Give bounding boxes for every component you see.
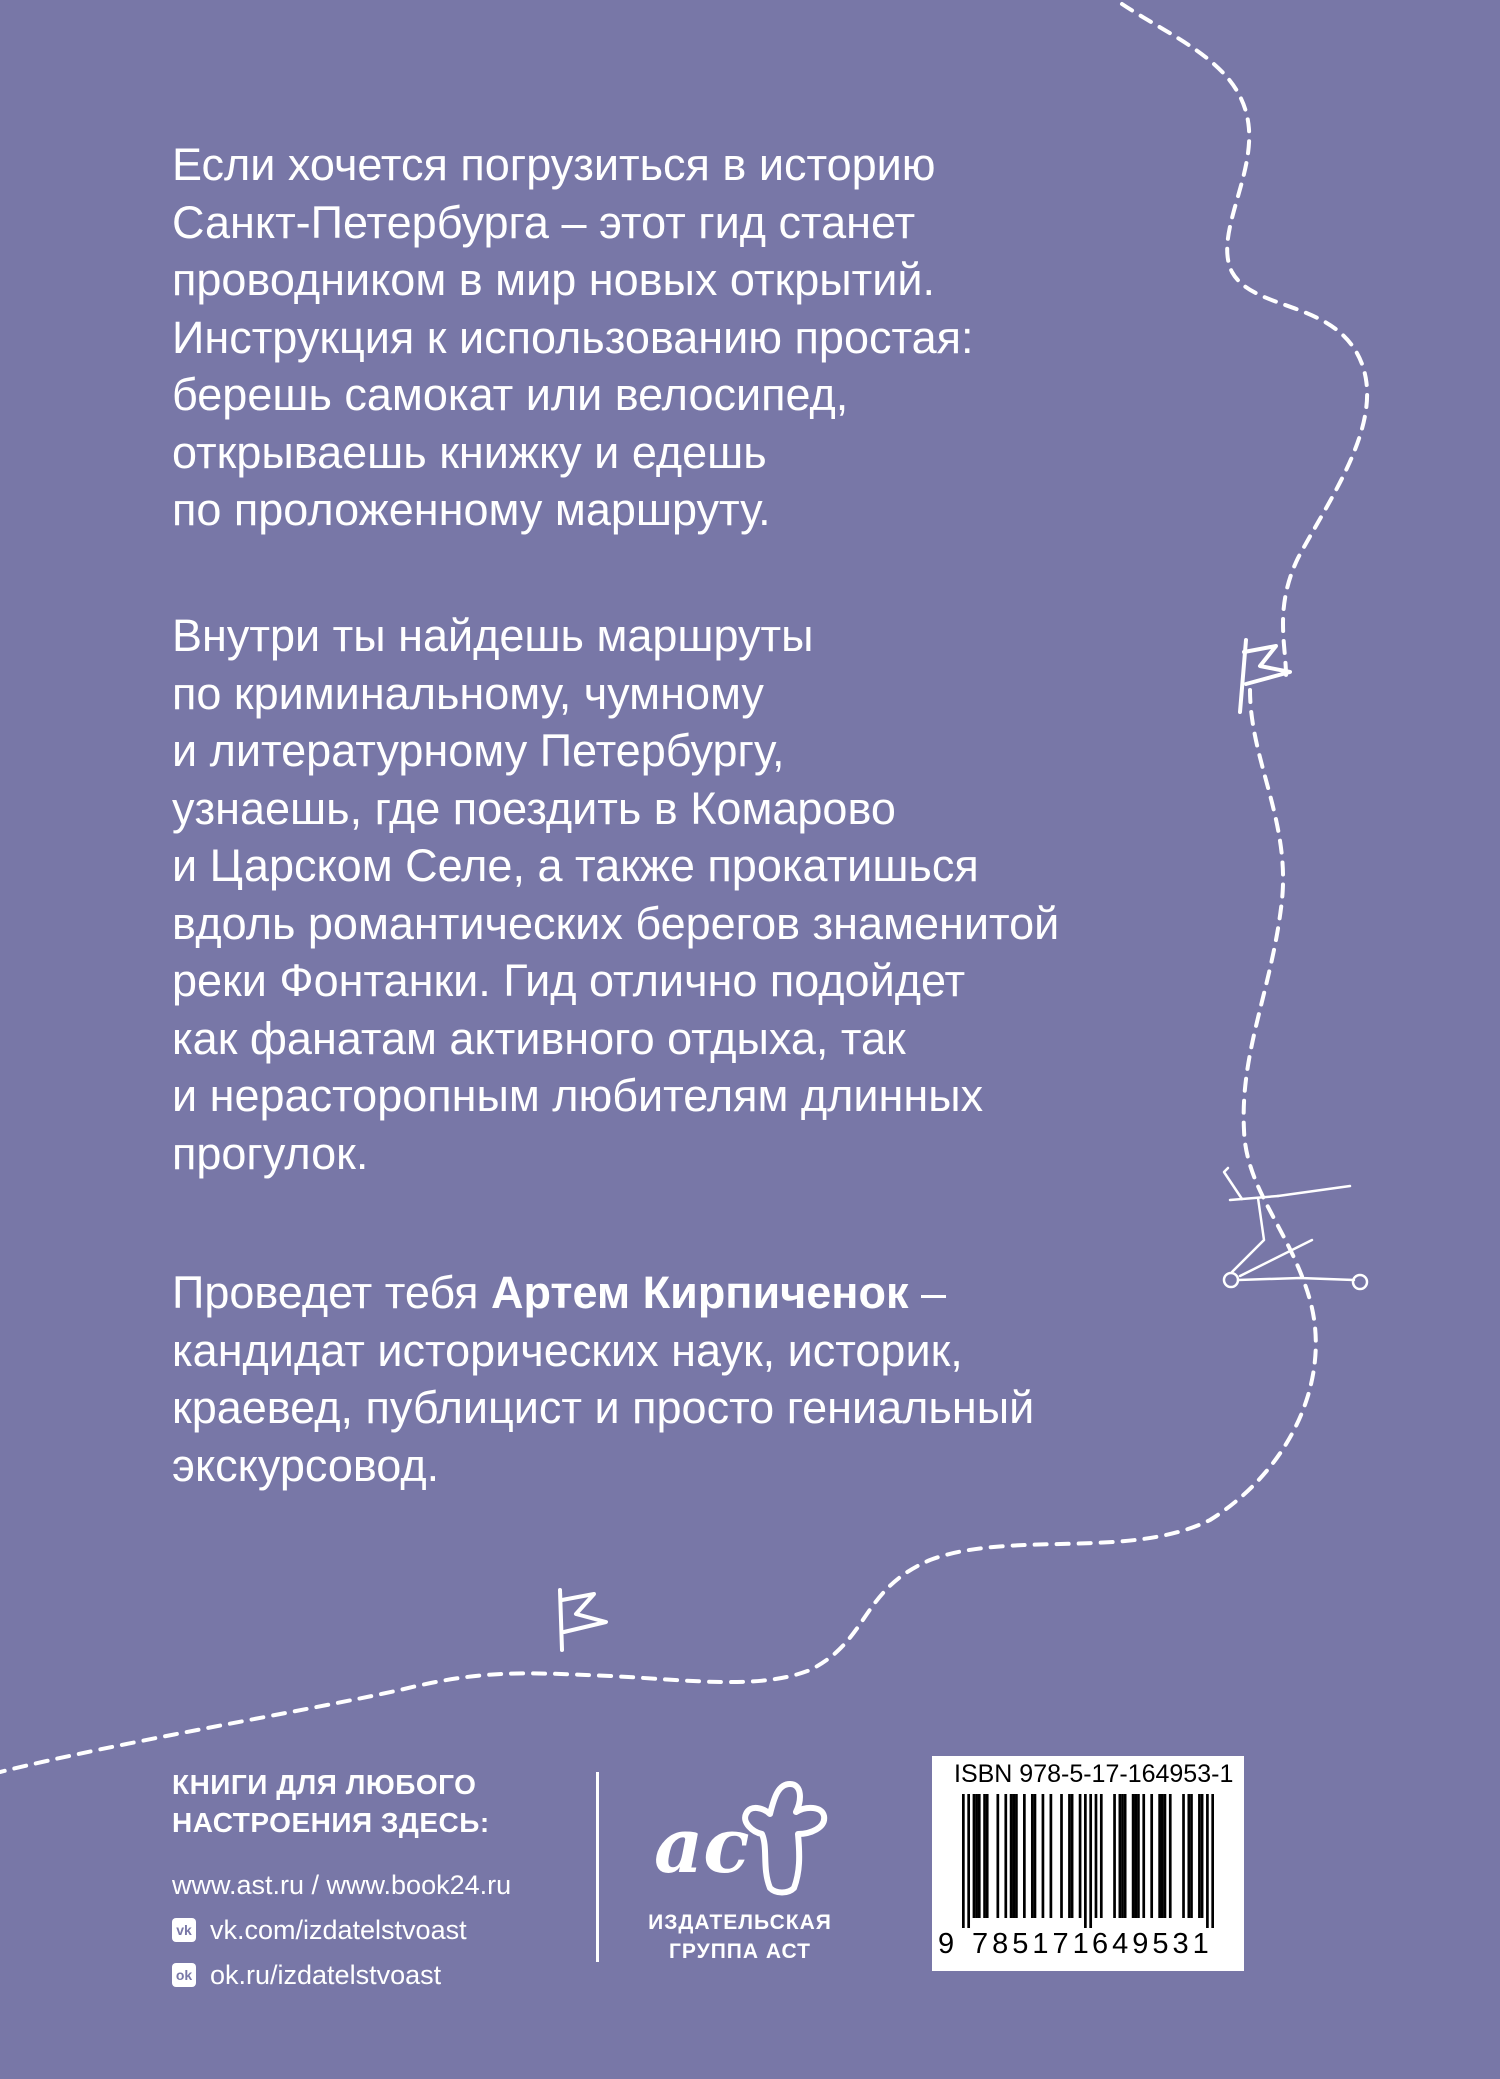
barcode-bar: [1124, 1794, 1127, 1918]
publisher-logo-block: [632, 1776, 848, 1966]
divider: [596, 1772, 599, 1962]
author-name: Артем Кирпиченок: [491, 1267, 909, 1318]
barcode-bar: [1034, 1794, 1037, 1918]
publisher-name-line: ГРУППА АСТ: [669, 1940, 811, 1963]
vk-link[interactable]: [172, 1913, 612, 1947]
tagline-line: НАСТРОЕНИЯ ЗДЕСЬ:: [172, 1807, 490, 1838]
text-line: берешь самокат или велосипед,: [172, 369, 849, 420]
text-line: и Царском Селе, а также прокатишься: [172, 840, 979, 891]
barcode-bar: [1187, 1794, 1190, 1918]
ast-logo: [650, 1776, 830, 1896]
barcode-bar: [1121, 1794, 1124, 1918]
barcode-bar: [962, 1794, 965, 1928]
barcode-bar: [967, 1794, 970, 1928]
barcode-bar: [1201, 1794, 1204, 1918]
barcode-bar: [1068, 1794, 1071, 1918]
ok-icon: ok: [172, 1963, 196, 1987]
text-line: Инструкция к использованию простая:: [172, 311, 974, 363]
barcode-bar: [1012, 1794, 1015, 1918]
barcode-bar: [1089, 1794, 1092, 1928]
text-line: по криминальному, чумному: [172, 667, 764, 719]
barcode-bar: [1134, 1794, 1137, 1918]
text-line: Если хочется погрузиться в историю: [172, 139, 936, 190]
barcode-bar: [1060, 1794, 1063, 1918]
publisher-name: [632, 1908, 848, 1966]
barcode-bar: [1206, 1794, 1209, 1928]
text-line: по проложенному маршруту.: [172, 484, 771, 535]
text-line: и нерасторопным любителям длинных: [172, 1070, 984, 1121]
barcode-bar: [1050, 1794, 1053, 1918]
text-line: и литературному Петербургу,: [172, 725, 785, 776]
flag-icon: [560, 1590, 606, 1650]
barcode-bar: [975, 1794, 978, 1918]
text-line: узнаешь, где поездить в Комарово: [172, 782, 896, 834]
text-line: экскурсовод.: [172, 1439, 440, 1491]
text-line: кандидат исторических наук, историк,: [172, 1324, 963, 1376]
isbn-barcode: [932, 1756, 1244, 1971]
description-paragraph-1: [172, 136, 1252, 539]
barcode-bar: [1198, 1794, 1201, 1918]
barcode-bar: [1079, 1794, 1082, 1918]
barcode-bar: [983, 1794, 986, 1918]
text-line: Внутри ты найдешь маршруты: [172, 610, 814, 661]
barcode-digit-group: 785171: [972, 1928, 1093, 1960]
barcode-digit-group: 649531: [1092, 1928, 1213, 1960]
barcode-bar: [1015, 1794, 1018, 1918]
ok-url: ok.ru/izdatelstvoast: [210, 1960, 442, 1990]
barcode-bar: [986, 1794, 989, 1918]
text-line: [172, 1264, 1252, 1322]
barcode-bar: [1004, 1794, 1007, 1918]
logo-lettering: ac: [654, 1801, 750, 1890]
barcode-bar: [1132, 1794, 1135, 1918]
barcode-bar: [1023, 1794, 1026, 1918]
barcode-bar: [1113, 1794, 1116, 1918]
websites-link[interactable]: www.ast.ru / www.book24.ru: [172, 1870, 512, 1900]
barcode-bar: [1161, 1794, 1164, 1918]
isbn-number: ISBN 978-5-17-164953-1: [954, 1760, 1234, 1788]
text-line: открываешь книжку и едешь: [172, 426, 767, 478]
text-line: как фанатам активного отдыха, так: [172, 1012, 906, 1064]
author-paragraph: [172, 1264, 1252, 1494]
vk-url: vk.com/izdatelstvoast: [210, 1915, 467, 1945]
tagline-line: КНИГИ ДЛЯ ЛЮБОГО: [172, 1769, 477, 1800]
tagline: [172, 1766, 612, 1842]
publisher-links: [172, 1766, 612, 1992]
dash-text: –: [908, 1267, 947, 1318]
barcode-bar: [1031, 1794, 1034, 1918]
text-line: реки Фонтанки. Гид отлично подойдет: [172, 955, 966, 1006]
barcode-bar: [1042, 1794, 1045, 1918]
barcode-bar: [1211, 1794, 1214, 1928]
ok-link[interactable]: [172, 1958, 612, 1992]
barcode-bar: [1150, 1794, 1153, 1918]
barcode-bar: [1071, 1794, 1074, 1918]
barcode-bar: [1142, 1794, 1145, 1918]
barcode-bar: [1164, 1794, 1167, 1918]
barcode-bars: [962, 1794, 1214, 1928]
barcode-bar: [1010, 1794, 1013, 1918]
barcode-bar: [1190, 1794, 1193, 1918]
barcode-bar: [1169, 1794, 1172, 1918]
barcode-bar: [1119, 1794, 1122, 1918]
text-line: проводником в мир новых открытий.: [172, 254, 936, 305]
barcode-bar: [1158, 1794, 1161, 1918]
description-paragraph-2: [172, 607, 1252, 1182]
publisher-name-line: ИЗДАТЕЛЬСКАЯ: [648, 1911, 832, 1934]
barcode-bar: [996, 1794, 999, 1918]
barcode-bar: [978, 1794, 981, 1918]
barcode-bar: [973, 1794, 976, 1918]
text-line: вдоль романтических берегов знаменитой: [172, 897, 1060, 949]
barcode-bar: [1095, 1794, 1098, 1918]
text-line: краевед, публицист и просто гениальный: [172, 1382, 1035, 1433]
barcode-bar: [1100, 1794, 1103, 1918]
vk-icon: vk: [172, 1918, 196, 1942]
barcode-bar: [1137, 1794, 1140, 1918]
barcode-digit-group: 9: [938, 1928, 959, 1960]
text-line: прогулок.: [172, 1127, 369, 1179]
text-line: Санкт-Петербурга – этот гид станет: [172, 196, 916, 248]
intro-text: Проведет тебя: [172, 1267, 492, 1318]
barcode-bar: [1182, 1794, 1185, 1918]
barcode-bar: [1084, 1794, 1087, 1928]
